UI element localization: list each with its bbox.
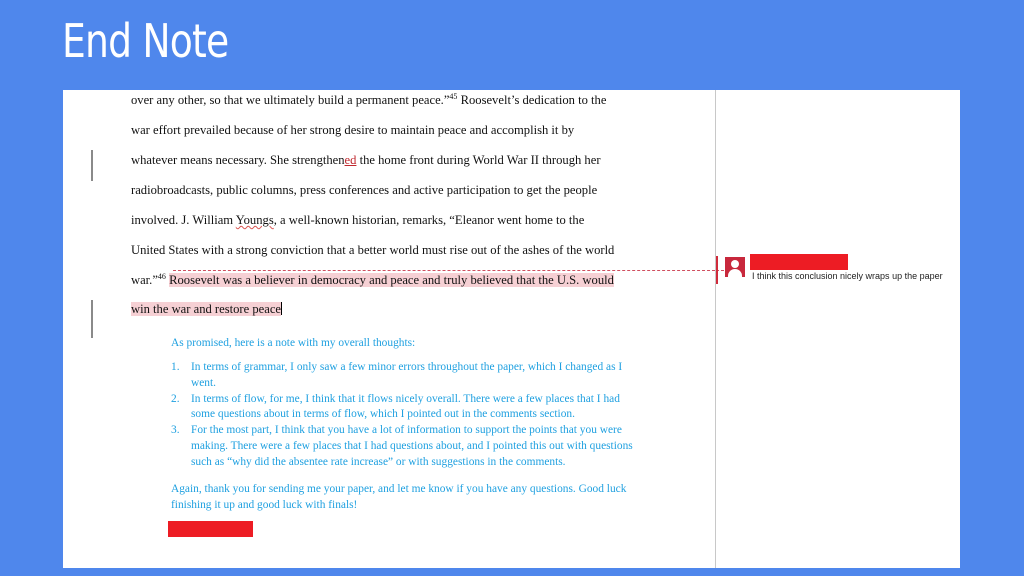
- comment-pane: [716, 90, 960, 568]
- document-screenshot: [63, 90, 960, 568]
- slide-title: End Note: [62, 14, 229, 68]
- body-text-line: involved. J. William Youngs, a well-known historian, remarks, “Eleanor went home to the: [131, 213, 585, 227]
- end-note-item: [171, 392, 641, 424]
- end-note-list: [171, 360, 641, 471]
- change-bar: [91, 300, 93, 338]
- body-text-line: [131, 301, 282, 317]
- tracked-insertion[interactable]: ed: [344, 153, 357, 167]
- footnote-ref[interactable]: 46: [157, 271, 166, 281]
- end-note-item: [171, 423, 641, 470]
- document-page: [63, 90, 715, 568]
- comment-text[interactable]: I think this conclusion nicely wraps up the paper: [752, 271, 943, 281]
- text-cursor: [281, 302, 282, 315]
- body-text-line: whatever means necessary. She strengthened the home front during World War II through her: [131, 153, 601, 167]
- redacted-comment-author: [750, 254, 848, 270]
- body-text-line: radiobroadcasts, public columns, press conferences and active participation to get the people: [131, 183, 598, 197]
- end-note-item-text: In terms of grammar, I only saw a few minor errors throughout the paper, which I changed as I went.: [191, 361, 623, 389]
- list-number: 2.: [171, 392, 180, 405]
- end-note-item: [171, 360, 641, 392]
- body-text-line: war effort prevailed because of her strong desire to maintain peace and accomplish it by: [131, 123, 575, 137]
- list-number: 1.: [171, 361, 180, 373]
- spelling-flag[interactable]: Youngs: [235, 213, 274, 227]
- comment-highlight[interactable]: Roosevelt was a believer in democracy and peace and truly believed that the U.S. would: [169, 273, 614, 287]
- list-number: 3.: [171, 424, 180, 437]
- redacted-signature: [168, 521, 253, 537]
- body-text-line: United States with a strong conviction that a better world must rise out of the ashes of the world: [131, 243, 615, 257]
- end-note-item-text: For the most part, I think that you have a lot of information to support the points that you were making. There were a few places that I had questions about, and I pointed this out with questions such as “why did the absentee rate increase” or with suggestions in the comments.: [191, 424, 633, 468]
- comment-edge-marker: [716, 256, 718, 284]
- end-note-intro: As promised, here is a note with my overall thoughts:: [171, 337, 416, 349]
- change-bar: [91, 150, 93, 181]
- end-note-closing: Again, thank you for sending me your paper, and let me know if you have any questions. Good luck finishing it up and good luck with finals!: [171, 483, 627, 511]
- body-text-line: over any other, so that we ultimately build a permanent peace.”$^{45}$ Roosevelt’s dedication to the: [131, 91, 607, 107]
- comment-connector-line: [173, 270, 715, 271]
- footnote-ref[interactable]: 45: [449, 91, 458, 101]
- end-note-item-text: In terms of flow, for me, I think that it flows nicely overall. There were a few places that I had some questions about in terms of flow, which I pointed out in the comments section.: [191, 392, 620, 421]
- comment-highlight[interactable]: win the war and restore peace: [131, 302, 281, 316]
- user-icon: [725, 257, 745, 277]
- body-text-line: war.”$^{46}$ Roosevelt was a believer in democracy and peace and truly believed that the U.S. would: [131, 271, 614, 287]
